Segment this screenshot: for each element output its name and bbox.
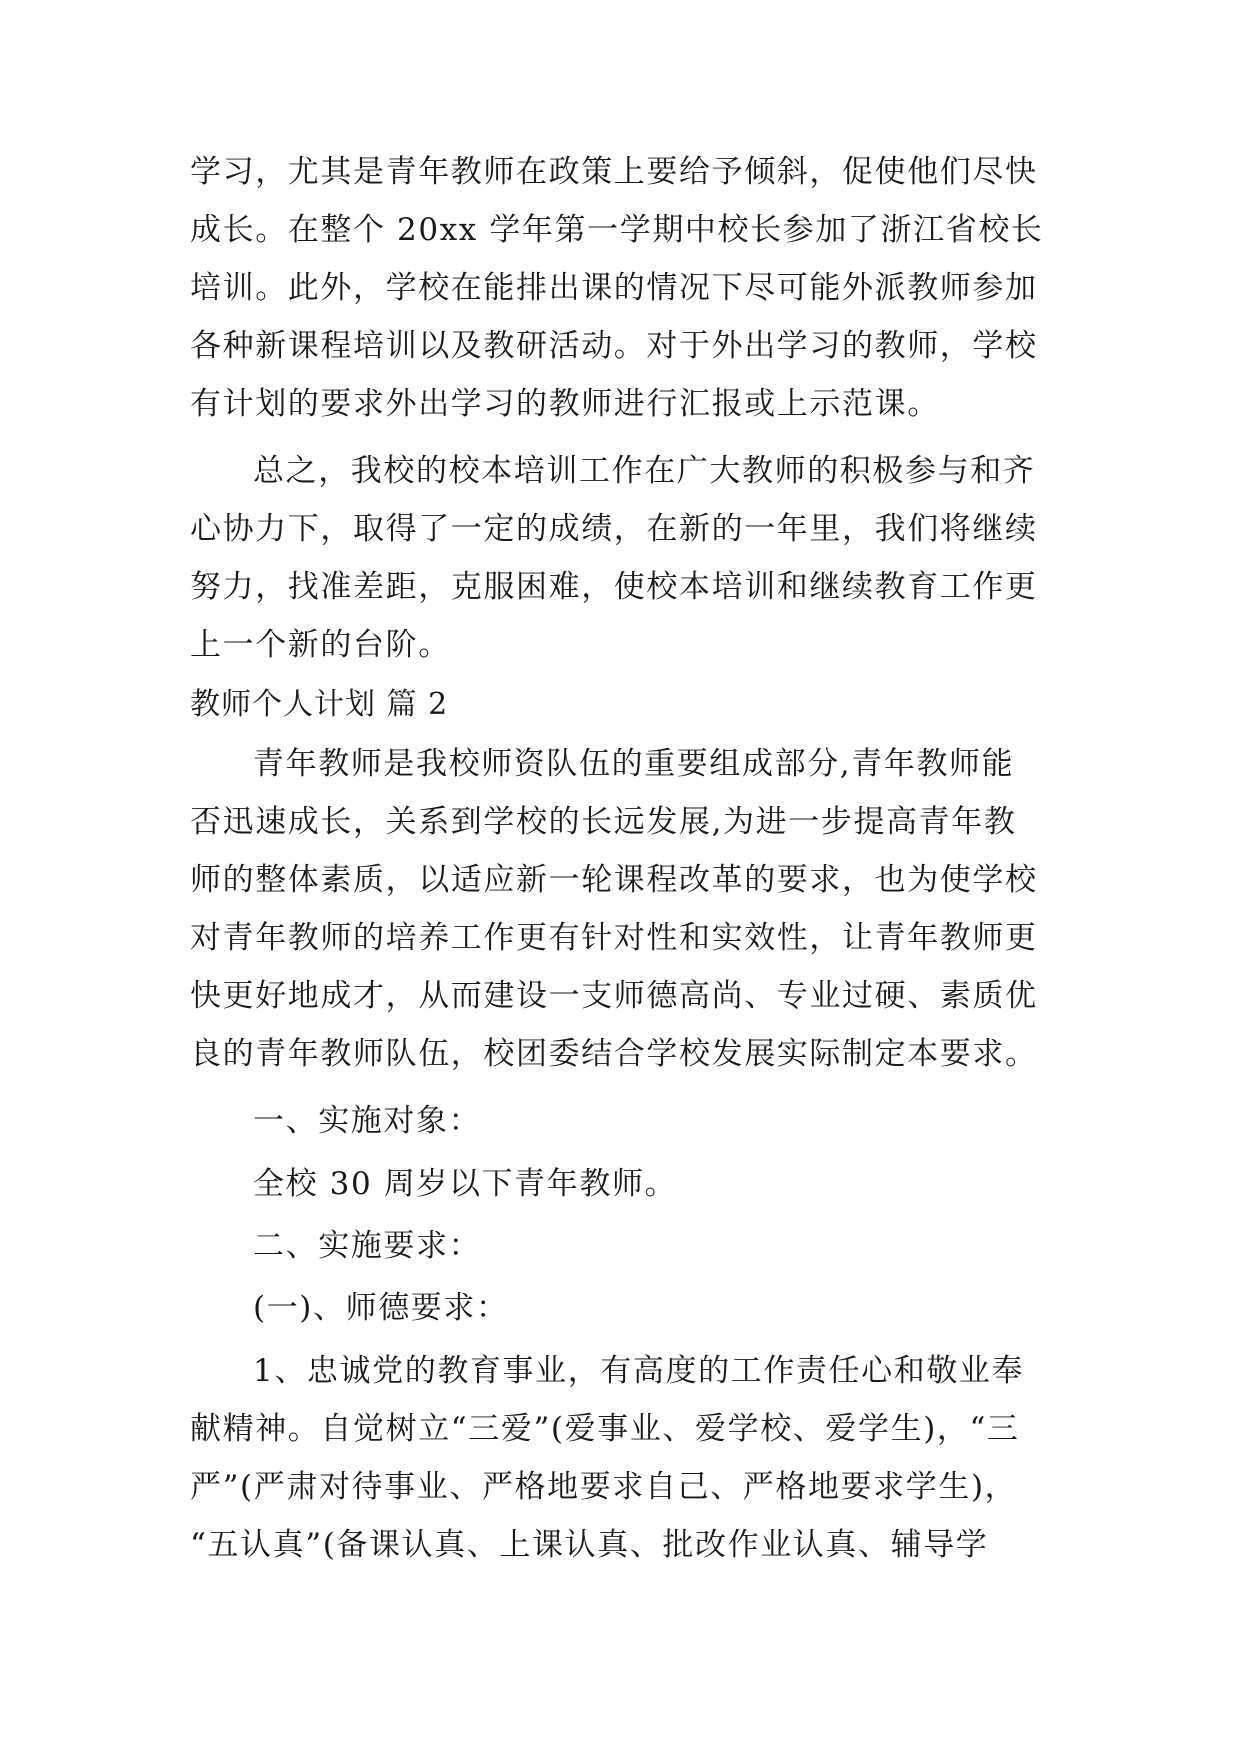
paragraph-line: 对青年教师的培养工作更有针对性和实效性，让青年教师更: [190, 920, 1038, 956]
paragraph-line: 心协力下，取得了一定的成绩，在新的一年里，我们将继续: [190, 511, 1038, 547]
paragraph-line: 青年教师是我校师资队伍的重要组成部分,青年教师能: [253, 746, 1015, 782]
paragraph-line: 上一个新的台阶。: [190, 627, 451, 663]
paragraph-line: 快更好地成才，从而建设一支师德高尚、专业过硬、素质优: [190, 978, 1038, 1014]
paragraph-line: “五认真”(备课认真、上课认真、批改作业认真、辅导学: [190, 1527, 989, 1563]
item-heading: 二、实施要求：: [253, 1228, 482, 1264]
item-subheading: (一)、师德要求：: [253, 1290, 509, 1326]
item-text: 全校 30 周岁以下青年教师。: [253, 1166, 678, 1202]
paragraph-line: 学习，尤其是青年教师在政策上要给予倾斜，促使他们尽快: [190, 154, 1038, 190]
paragraph-line: 师的整体素质，以适应新一轮课程改革的要求，也为使学校: [190, 862, 1038, 898]
section-title: 教师个人计划 篇 2: [190, 687, 449, 722]
paragraph-line: 各种新课程培训以及教研活动。对于外出学习的教师，学校: [190, 328, 1038, 364]
item-heading: 一、实施对象：: [253, 1103, 482, 1139]
paragraph-line: 献精神。自觉树立“三爱”(爱事业、爱学校、爱学生)，“三: [190, 1411, 1020, 1447]
paragraph-line: 总之，我校的校本培训工作在广大教师的积极参与和齐: [253, 453, 1036, 489]
paragraph-line: 1、忠诚党的教育事业，有高度的工作责任心和敬业奉: [253, 1353, 1025, 1389]
paragraph-line: 培训。此外，学校在能排出课的情况下尽可能外派教师参加: [190, 270, 1038, 306]
paragraph-line: 严”(严肃对待事业、严格地要求自己、严格地要求学生)，: [190, 1469, 1018, 1505]
paragraph-line: 否迅速成长，关系到学校的长远发展,为进一步提高青年教: [190, 804, 1017, 840]
paragraph-line: 良的青年教师队伍，校团委结合学校发展实际制定本要求。: [190, 1036, 1038, 1072]
paragraph-line: 有计划的要求外出学习的教师进行汇报或上示范课。: [190, 386, 940, 422]
paragraph-line: 努力，找准差距，克服困难，使校本培训和继续教育工作更: [190, 569, 1038, 605]
paragraph-line: 成长。在整个 20xx 学年第一学期中校长参加了浙江省校长: [190, 212, 1044, 248]
